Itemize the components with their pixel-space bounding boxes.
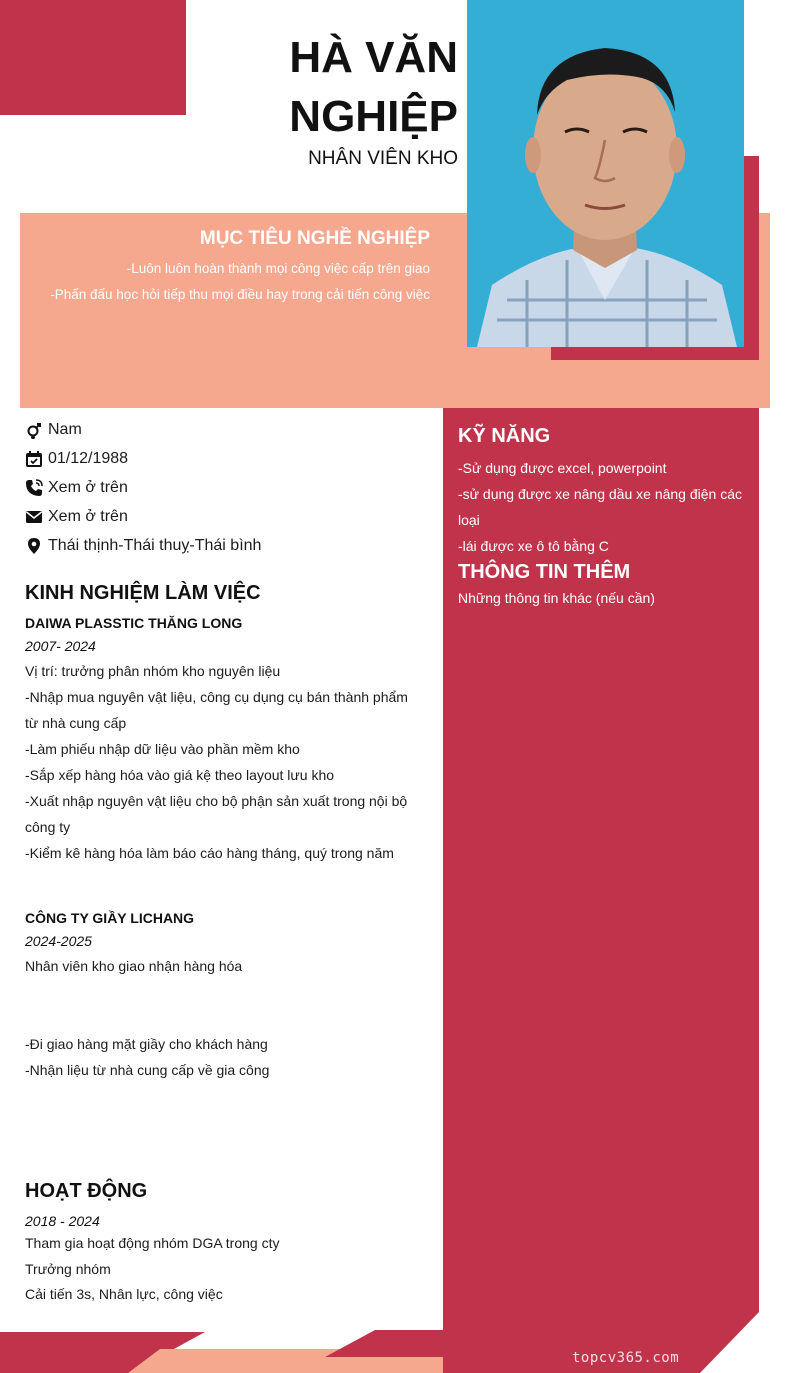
company-name: DAIWA PLASSTIC THĂNG LONG [25, 615, 243, 631]
objective-heading: MỤC TIÊU NGHỀ NGHIỆP [199, 228, 430, 249]
contact-email [25, 505, 128, 529]
candidate-name: HÀ VĂN NGHIỆP [289, 33, 458, 141]
objective-line: -Phấn đấu học hỏi tiếp thu mọi điều hay trong cải tiến công việc [50, 287, 430, 302]
job-line: -Làm phiếu nhập dữ liệu vào phần mềm kho [25, 741, 300, 757]
more-info-text: Những thông tin khác (nếu cần) [458, 590, 655, 606]
calendar-icon [25, 450, 43, 468]
job-line: -Đi giao hàng mặt giầy cho khách hàng [25, 1036, 268, 1052]
objective-line: -Luôn luôn hoàn thành mọi công việc cấp trên giao [126, 261, 430, 276]
activity-line: Trưởng nhóm [25, 1260, 111, 1277]
experience-heading: KINH NGHIỆM LÀM VIỆC [25, 582, 261, 604]
birthday-value: 01/12/1988 [48, 450, 129, 467]
contact-address [25, 534, 261, 558]
watermark: topcv365.com [572, 1350, 680, 1366]
contact-gender [25, 418, 82, 442]
activity-line: Cải tiến 3s, Nhân lực, công việc [25, 1286, 223, 1302]
job-line: -Xuất nhập nguyên vật liệu cho bộ phận sản xuất trong nội bộ công ty [25, 793, 408, 835]
activity-line: Tham gia hoạt động nhóm DGA trong cty [25, 1235, 280, 1251]
email-value: Xem ở trên [48, 508, 128, 525]
job-line: Vị trí: trưởng phân nhóm kho nguyên liệu [25, 663, 281, 679]
job-title: NHÂN VIÊN KHO [308, 148, 458, 169]
location-icon [25, 537, 43, 555]
address-value: Thái thịnh-Thái thuỵ-Thái bình [48, 537, 262, 554]
contact-phone [25, 476, 128, 500]
job-line: Nhân viên kho giao nhận hàng hóa [25, 958, 243, 974]
gender-value: Nam [48, 421, 82, 438]
skill-line: -lái được xe ô tô bằng C [458, 538, 609, 554]
activities-heading: HOẠT ĐỘNG [25, 1180, 148, 1202]
job-line: -Nhận liệu từ nhà cung cấp về gia công [25, 1062, 270, 1078]
job-line: -Kiểm kê hàng hóa làm báo cáo hàng tháng, quý trong năm [25, 845, 394, 861]
skills-list [458, 455, 748, 559]
job-period: 2007- 2024 [25, 638, 96, 654]
activities-description [25, 1231, 420, 1308]
job-line: -Nhập mua nguyên vật liệu, công cụ dụng cụ bán thành phẩm từ nhà cung cấp [25, 689, 408, 731]
skills-heading: KỸ NĂNG [458, 425, 551, 447]
job-line: -Sắp xếp hàng hóa vào giá kệ theo layout lưu kho [25, 767, 335, 783]
gender-icon [25, 421, 43, 439]
email-icon [25, 508, 43, 526]
phone-value: Xem ở trên [48, 479, 128, 496]
contact-birthday [25, 447, 128, 471]
job-description [25, 658, 420, 866]
company-name: CÔNG TY GIẦY LICHANG [25, 910, 195, 926]
skill-line: -Sử dụng được excel, powerpoint [458, 460, 667, 476]
profile-photo [467, 0, 744, 347]
skill-line: -sử dụng được xe nâng dầu xe nâng điện các loại [458, 486, 742, 528]
more-info-heading: THÔNG TIN THÊM [458, 561, 631, 583]
job-period: 2024-2025 [25, 933, 92, 949]
phone-icon [25, 479, 43, 497]
activities-period: 2018 - 2024 [25, 1213, 100, 1229]
